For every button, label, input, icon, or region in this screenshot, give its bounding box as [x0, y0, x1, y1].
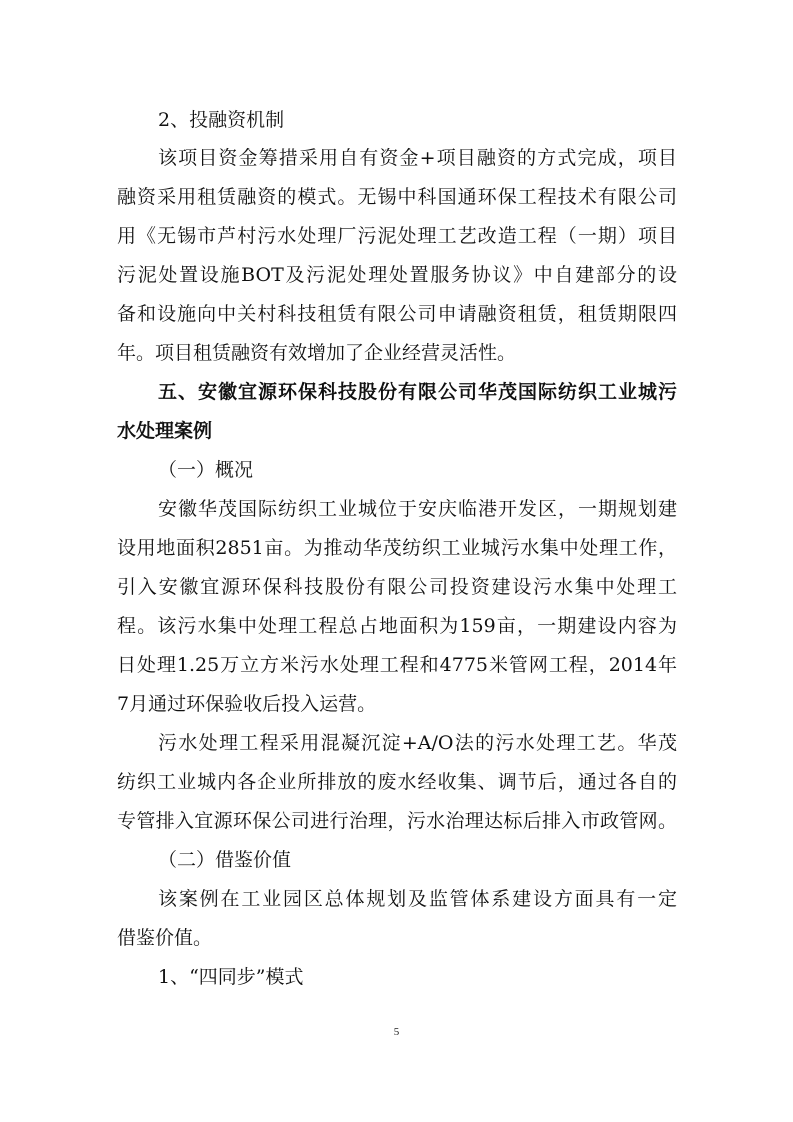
paragraph-line: 备和设施向中关村科技租赁有限公司申请融资租赁，租赁期限四 [117, 303, 677, 325]
paragraph-line: 设用地面积2851亩。为推动华茂纺织工业城污水集中处理工作， [117, 537, 677, 559]
page-number: 5 [393, 1026, 400, 1038]
heading-investment-mechanism: 2、投融资机制 [158, 109, 285, 131]
paragraph-line: 程。该污水集中处理工程总占地面积为159亩，一期建设内容为 [117, 615, 677, 637]
paragraph-line: 用《无锡市芦村污水处理厂污泥处理工艺改造工程（一期）项目 [117, 225, 677, 247]
paragraph-line: 安徽华茂国际纺织工业城位于安庆临港开发区，一期规划建 [158, 498, 677, 520]
subsection-title-overview: （一）概况 [158, 459, 254, 481]
paragraph-line: 7月通过环保验收后投入运营。 [117, 693, 377, 715]
section-title: 五、安徽宜源环保科技股份有限公司华茂国际纺织工业城污 [158, 381, 677, 403]
subsection-title-reference-value: （二）借鉴价值 [158, 849, 292, 871]
paragraph-line: 污泥处置设施BOT及污泥处理处置服务协议》中自建部分的设 [117, 264, 677, 286]
paragraph-line: 专管排入宜源环保公司进行治理，污水治理达标后排入市政管网。 [117, 810, 677, 832]
paragraph-line: 该项目资金筹措采用自有资金+项目融资的方式完成，项目 [158, 147, 677, 169]
paragraph-line: 借鉴价值。 [117, 927, 213, 949]
paragraph-line: 该案例在工业园区总体规划及监管体系建设方面具有一定 [158, 888, 677, 910]
paragraph-line: 引入安徽宜源环保科技股份有限公司投资建设污水集中处理工 [117, 576, 677, 598]
paragraph-line: 年。项目租赁融资有效增加了企业经营灵活性。 [117, 342, 517, 364]
paragraph-line: 融资采用租赁融资的模式。无锡中科国通环保工程技术有限公司 [117, 186, 677, 208]
paragraph-line: 日处理1.25万立方米污水处理工程和4775米管网工程，2014年 [117, 654, 677, 676]
section-title: 水处理案例 [117, 420, 213, 442]
paragraph-line: 纺织工业城内各企业所排放的废水经收集、调节后，通过各自的 [117, 771, 677, 793]
paragraph-line: 污水处理工程采用混凝沉淀+A/O法的污水处理工艺。华茂 [158, 732, 677, 754]
heading-four-synchronous-mode: 1、“四同步”模式 [158, 966, 304, 988]
